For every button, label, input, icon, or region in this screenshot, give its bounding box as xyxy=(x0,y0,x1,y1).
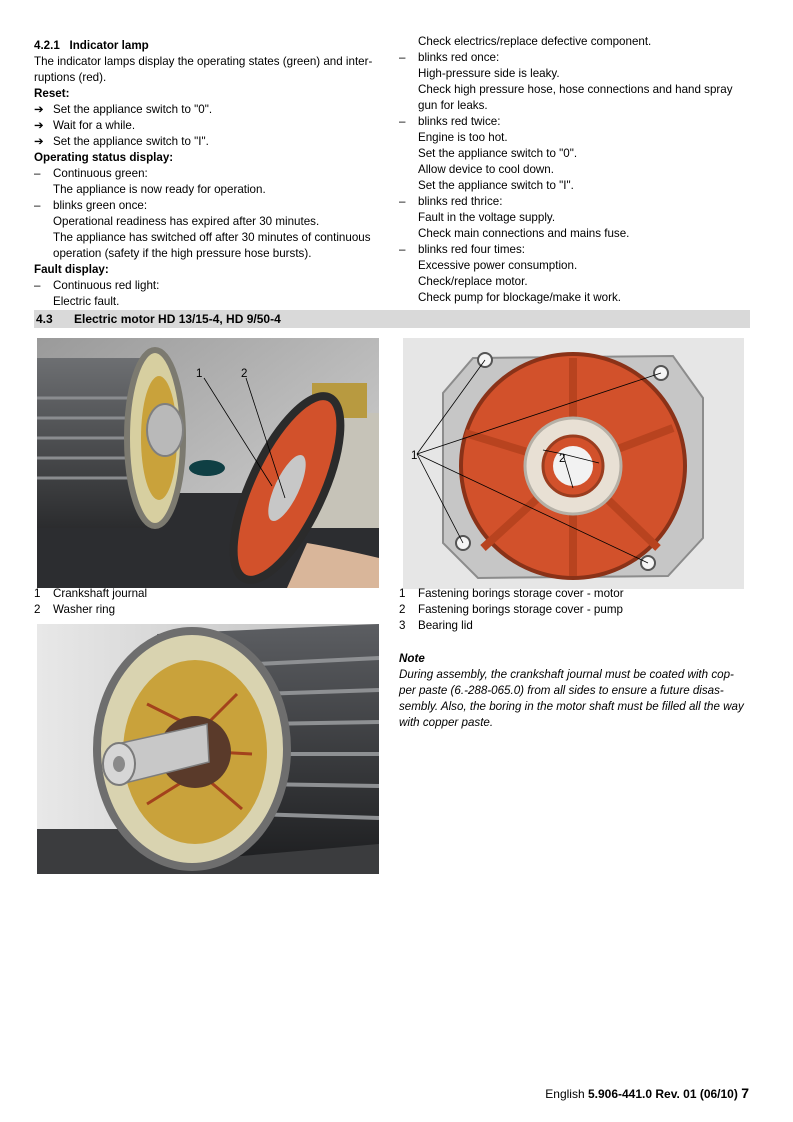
list-item-desc: High-pressure side is leaky. xyxy=(418,67,560,80)
list-item-desc: Check pump for blockage/make it work. xyxy=(418,291,621,304)
reset-label: Reset: xyxy=(34,87,70,100)
list-item-desc: Electric fault. xyxy=(53,295,120,308)
note-line: with copper paste. xyxy=(399,716,494,729)
list-item-desc: operation (safety if the high pressure hose bursts). xyxy=(53,247,312,260)
page-number: 7 xyxy=(741,1085,749,1101)
reset-step: ➔ Set the appliance switch to "I". xyxy=(34,135,209,148)
reset-step: ➔ Wait for a while. xyxy=(34,119,136,132)
figure-1-legend xyxy=(34,586,374,618)
right-column xyxy=(399,34,759,306)
legend-item: 2 Fastening borings storage cover - pump xyxy=(399,603,623,616)
list-item: – blinks red four times: xyxy=(399,243,525,256)
list-item-desc: Check high pressure hose, hose connections and hand spray xyxy=(418,83,733,96)
dash-bullet-icon: – xyxy=(399,51,406,64)
dash-bullet-icon: – xyxy=(34,199,41,212)
left-column xyxy=(34,38,394,310)
legend-item: 1 Fastening borings storage cover - motor xyxy=(399,587,624,600)
list-item-desc: Excessive power consumption. xyxy=(418,259,578,272)
photo-motor-stator xyxy=(37,624,379,874)
section-title: Electric motor HD 13/15-4, HD 9/50-4 xyxy=(74,312,281,326)
footer-language: English xyxy=(545,1087,585,1101)
status-label: Operating status display: xyxy=(34,151,174,164)
callout-2: 2 xyxy=(241,368,248,380)
photo-motor-pump-assembly xyxy=(37,338,379,588)
legend-item: 1 Crankshaft journal xyxy=(34,587,148,600)
intro-line-2: ruptions (red). xyxy=(34,71,107,84)
page-footer xyxy=(545,1085,749,1102)
photo-pump-cover xyxy=(403,338,744,589)
list-item: – blinks red once: xyxy=(399,51,500,64)
note-title: Note xyxy=(399,652,425,665)
list-item-desc: Allow device to cool down. xyxy=(418,163,554,176)
list-item-desc: Operational readiness has expired after 30 minutes. xyxy=(53,215,320,228)
note-line: During assembly, the crankshaft journal must be coated with cop- xyxy=(399,668,734,681)
intro-line-1: The indicator lamps display the operating states (green) and inter- xyxy=(34,55,373,68)
footer-doc-number: 5.906-441.0 Rev. 01 (06/10) xyxy=(587,1087,738,1101)
list-item-desc: The appliance has switched off after 30 minutes of continuous xyxy=(53,231,371,244)
list-item-desc: The appliance is now ready for operation. xyxy=(53,183,266,196)
list-item-desc: Set the appliance switch to "I". xyxy=(418,179,574,192)
callout-1: 1 xyxy=(411,450,418,462)
dash-bullet-icon: – xyxy=(34,167,41,180)
list-item-desc: Engine is too hot. xyxy=(418,131,508,144)
arrow-right-icon: ➔ xyxy=(34,135,44,148)
section-heading-bar xyxy=(34,310,750,328)
legend-item: 3 Bearing lid xyxy=(399,619,473,632)
note-block xyxy=(399,651,754,731)
list-item: – Continuous green: xyxy=(34,167,148,180)
arrow-right-icon: ➔ xyxy=(34,119,44,132)
callout-2: 2 xyxy=(559,453,566,465)
dash-bullet-icon: – xyxy=(399,115,406,128)
note-line: sembly. Also, the boring in the motor shaft must be filled all the way xyxy=(399,700,744,713)
list-item-desc: Check electrics/replace defective component. xyxy=(418,35,652,48)
list-item: – blinks red thrice: xyxy=(399,195,503,208)
section-number: 4.3 xyxy=(36,312,53,326)
legend-item: 2 Washer ring xyxy=(34,603,116,616)
list-item-desc: gun for leaks. xyxy=(418,99,488,112)
list-item-desc: Check main connections and mains fuse. xyxy=(418,227,630,240)
list-item: – blinks red twice: xyxy=(399,115,501,128)
list-item-desc: Fault in the voltage supply. xyxy=(418,211,556,224)
list-item: – Continuous red light: xyxy=(34,279,160,292)
list-item: – blinks green once: xyxy=(34,199,148,212)
list-item-desc: Check/replace motor. xyxy=(418,275,528,288)
dash-bullet-icon: – xyxy=(399,243,406,256)
arrow-right-icon: ➔ xyxy=(34,103,44,116)
dash-bullet-icon: – xyxy=(399,195,406,208)
dash-bullet-icon: – xyxy=(34,279,41,292)
reset-step: ➔ Set the appliance switch to "0". xyxy=(34,103,213,116)
fault-label: Fault display: xyxy=(34,263,109,276)
note-line: per paste (6.-288-065.0) from all sides to ensure a future disas- xyxy=(399,684,724,697)
callout-1: 1 xyxy=(196,368,203,380)
subsection-heading: 4.2.1 Indicator lamp xyxy=(34,39,149,52)
figure-2-legend xyxy=(399,586,749,634)
list-item-desc: Set the appliance switch to "0". xyxy=(418,147,578,160)
